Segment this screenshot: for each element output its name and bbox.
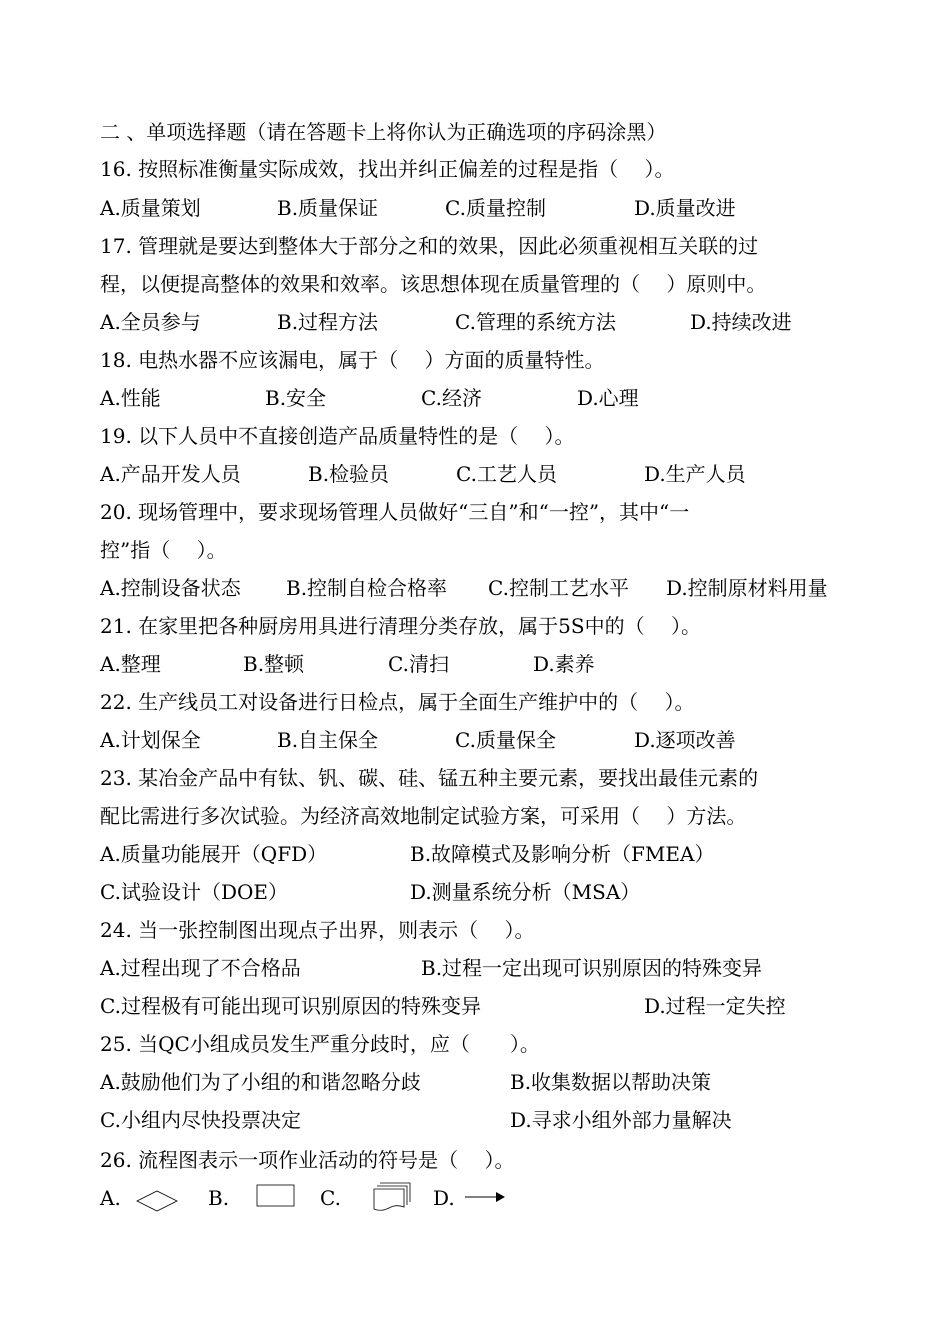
option-a: A.全员参与 bbox=[100, 310, 201, 334]
option-d: D.控制原材料用量 bbox=[666, 576, 828, 600]
question-24-stem: 24. 当一张控制图出现点子出界，则表示（ ）。 bbox=[100, 918, 535, 942]
option-d: D.持续改进 bbox=[690, 310, 792, 334]
option-b: B.过程方法 bbox=[277, 310, 379, 334]
question-26-stem: 26. 流程图表示一项作业活动的符号是（ ）。 bbox=[100, 1148, 515, 1172]
option-b: B.故障模式及影响分析（FMEA） bbox=[410, 842, 715, 866]
question-18-stem: 18. 电热水器不应该漏电，属于（ ）方面的质量特性。 bbox=[100, 348, 605, 372]
option-c: C.质量保全 bbox=[455, 728, 556, 752]
option-a: A.鼓励他们为了小组的和谐忽略分歧 bbox=[100, 1070, 421, 1094]
option-d: D.测量系统分析（MSA） bbox=[410, 880, 641, 904]
option-c: C. bbox=[320, 1186, 341, 1210]
option-b: B.自主保全 bbox=[277, 728, 379, 752]
option-c: C.试验设计（DOE） bbox=[100, 880, 288, 904]
section-heading: 二 、单项选择题（请在答题卡上将你认为正确选项的序码涂黑） bbox=[100, 120, 667, 144]
option-d: D.质量改进 bbox=[634, 196, 736, 220]
option-d: D.生产人员 bbox=[644, 462, 746, 486]
stacked-documents-icon bbox=[372, 1182, 412, 1212]
rectangle-icon bbox=[256, 1184, 296, 1208]
option-c: C.清扫 bbox=[388, 652, 449, 676]
option-b: B.安全 bbox=[265, 386, 327, 410]
option-d: D.素养 bbox=[533, 652, 595, 676]
question-23-stem-line-1: 23. 某冶金产品中有钛、钒、碳、硅、锰五种主要元素，要找出最佳元素的 bbox=[100, 766, 759, 790]
arrow-icon bbox=[464, 1190, 506, 1204]
option-d: D.寻求小组外部力量解决 bbox=[510, 1108, 732, 1132]
option-c: C.经济 bbox=[421, 386, 482, 410]
option-a: A.过程出现了不合格品 bbox=[100, 956, 301, 980]
question-17-stem-line-1: 17. 管理就是要达到整体大于部分之和的效果，因此必须重视相互关联的过 bbox=[100, 234, 759, 258]
option-d: D.过程一定失控 bbox=[644, 994, 786, 1018]
option-a: A.产品开发人员 bbox=[100, 462, 241, 486]
option-a: A.计划保全 bbox=[100, 728, 201, 752]
option-b: B.检验员 bbox=[308, 462, 390, 486]
question-23-stem-line-2: 配比需进行多次试验。为经济高效地制定试验方案，可采用（ ）方法。 bbox=[100, 804, 747, 828]
option-c: C.管理的系统方法 bbox=[455, 310, 616, 334]
option-c: C.工艺人员 bbox=[456, 462, 557, 486]
option-c: C.小组内尽快投票决定 bbox=[100, 1108, 301, 1132]
question-20-stem-line-1: 20. 现场管理中，要求现场管理人员做好“三自”和“一控”，其中“一 bbox=[100, 500, 690, 524]
question-22-stem: 22. 生产线员工对设备进行日检点，属于全面生产维护中的（ ）。 bbox=[100, 690, 695, 714]
option-d: D. bbox=[433, 1186, 455, 1210]
question-17-stem-line-2: 程，以便提高整体的效果和效率。该思想体现在质量管理的（ ）原则中。 bbox=[100, 272, 767, 296]
option-a: A.控制设备状态 bbox=[100, 576, 241, 600]
option-a: A.整理 bbox=[100, 652, 161, 676]
option-a: A.质量策划 bbox=[100, 196, 201, 220]
question-25-stem: 25. 当QC小组成员发生严重分歧时，应（ ）。 bbox=[100, 1032, 540, 1056]
option-b: B.过程一定出现可识别原因的特殊变异 bbox=[421, 956, 763, 980]
option-c: C.控制工艺水平 bbox=[488, 576, 629, 600]
option-d: D.逐项改善 bbox=[634, 728, 736, 752]
option-b: B.控制自检合格率 bbox=[286, 576, 448, 600]
option-a: A.性能 bbox=[100, 386, 161, 410]
diamond-icon bbox=[136, 1190, 178, 1212]
question-19-stem: 19. 以下人员中不直接创造产品质量特性的是（ ）。 bbox=[100, 424, 575, 448]
option-d: D.心理 bbox=[577, 386, 639, 410]
option-b: B. bbox=[208, 1186, 230, 1210]
question-26-options bbox=[100, 1184, 870, 1216]
option-a: A.质量功能展开（QFD） bbox=[100, 842, 328, 866]
question-20-stem-line-2: 控”指（ ）。 bbox=[100, 538, 227, 562]
question-16-stem: 16. 按照标准衡量实际成效，找出并纠正偏差的过程是指（ ）。 bbox=[100, 157, 675, 181]
option-b: B.收集数据以帮助决策 bbox=[510, 1070, 712, 1094]
option-a: A. bbox=[100, 1186, 121, 1210]
option-b: B.整顿 bbox=[243, 652, 305, 676]
option-c: C.过程极有可能出现可识别原因的特殊变异 bbox=[100, 994, 481, 1018]
question-21-stem: 21. 在家里把各种厨房用具进行清理分类存放，属于5S中的（ ）。 bbox=[100, 614, 701, 638]
option-c: C.质量控制 bbox=[445, 196, 546, 220]
option-b: B.质量保证 bbox=[277, 196, 379, 220]
